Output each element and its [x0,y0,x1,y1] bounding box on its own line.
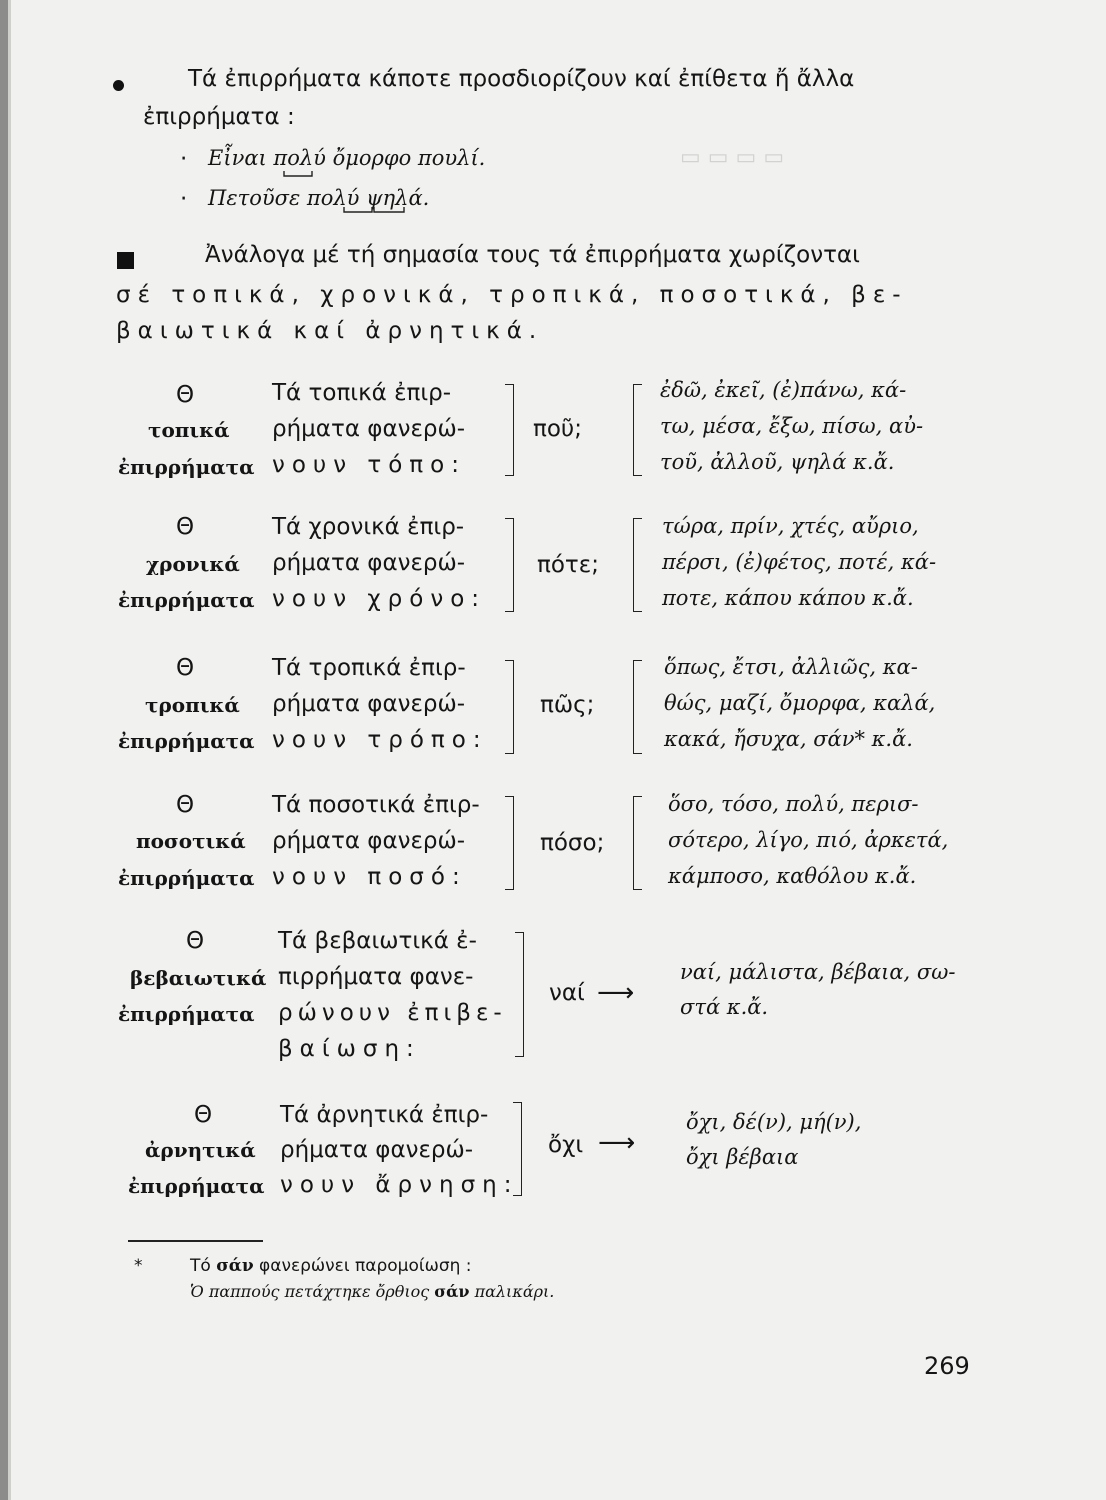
footnote-line-2 [190,1282,554,1301]
category-desc: νουν τρόπο: [272,727,488,753]
page-edge-highlight [8,0,11,1500]
footnote-line-1 [190,1256,472,1276]
category-desc: νουν ποσό: [272,864,467,890]
category-label: ἀρνητικά [145,1138,256,1162]
footnote-example-word: σάν [434,1282,470,1301]
category-example: τώρα, πρίν, χτές, αὔριο, [662,514,919,538]
footnote-word: σάν [216,1256,254,1276]
category-label: χρονικά [146,552,240,576]
right-bracket [505,384,514,476]
category-desc: ρήματα φανερώ- [272,550,466,576]
right-bracket [515,932,524,1057]
category-desc: ρήματα φανερώ- [272,691,466,717]
classification-line-3: βαιωτικά καί ἀρνητικά. [116,318,544,344]
category-example: ναί, μάλιστα, βέβαια, σω- [680,960,956,984]
bullet-dot-icon [113,80,124,91]
category-desc: Τά ποσοτικά ἐπιρ- [272,792,480,818]
intro-line-2: ἐπιρρήματα : [143,104,295,130]
category-example: ὅσο, τόσο, πολύ, περισ- [668,792,919,816]
category-label-sub: ἐπιρρήματα [118,455,255,479]
category-desc: ρήματα φανερώ- [280,1137,474,1163]
category-desc: Τά βεβαιωτικά ἐ- [278,928,477,954]
theta-symbol: Θ [176,382,195,408]
right-bracket [505,660,514,754]
category-desc: βαίωση: [278,1036,421,1062]
category-desc: ρήματα φανερώ- [272,416,466,442]
section-square-icon [117,252,134,269]
category-label: ποσοτικά [136,829,246,853]
right-bracket [513,1102,522,1196]
arrow-right-icon: ⟶ [597,978,635,1008]
category-example: ὅπως, ἔτσι, ἀλλιῶς, κα- [664,655,918,679]
category-label: τοπικά [148,418,230,442]
category-desc: Τά τοπικά ἐπιρ- [272,380,452,406]
category-desc: Τά ἀρνητικά ἐπιρ- [280,1102,489,1128]
category-example: ἐδῶ, ἐκεῖ, (ἐ)πάνω, κά- [660,378,907,402]
footnote-pre: Τό [190,1256,211,1276]
category-example: ὄχι βέβαια [686,1145,799,1169]
right-bracket [505,518,514,612]
theta-symbol: Θ [176,655,195,681]
classification-line-1: Ἀνάλογα μέ τή σημασία τους τά ἐπιρρήματα χωρίζονται [205,242,860,268]
footnote-marker: * [134,1256,143,1276]
category-label: τροπικά [145,693,240,717]
category-example: τω, μέσα, ἔξω, πίσω, αὐ- [660,414,924,438]
category-example: ὄχι, δέ(ν), μή(ν), [686,1110,862,1134]
category-question: πόσο; [540,830,605,856]
left-bracket [633,660,642,754]
category-label-sub: ἐπιρρήματα [128,1174,265,1198]
theta-symbol: Θ [176,514,195,540]
page-number: 269 [924,1352,970,1380]
page-edge [0,0,8,1500]
category-label: βεβαιωτικά [130,966,267,990]
footnote-post: φανερώνει παρομοίωση : [259,1256,472,1276]
category-question: πότε; [537,552,599,578]
category-question: ναί [549,980,585,1006]
show-through-text: ▭ ▭ ▭ ▭ [680,145,785,170]
footnote-example-pre: Ὁ παππούς πετάχτηκε ὄρθιος [190,1282,430,1301]
left-bracket [633,518,642,612]
category-example: θώς, μαζί, ὄμορφα, καλά, [664,691,936,715]
left-bracket [633,796,642,890]
example-bullet: · [180,146,188,172]
category-desc: ρήματα φανερώ- [272,828,466,854]
category-example: κακά, ἤσυχα, σάν* κ.ἄ. [664,727,913,751]
category-desc: νουν ἄρνηση: [280,1172,519,1198]
left-bracket [633,384,642,476]
category-label-sub: ἐπιρρήματα [118,866,255,890]
classification-line-2: σέ τοπικά, χρονικά, τροπικά, ποσοτικά, βε- [116,282,908,308]
category-label-sub: ἐπιρρήματα [118,1002,255,1026]
category-desc: Τά τροπικά ἐπιρ- [272,655,466,681]
theta-symbol: Θ [186,928,205,954]
category-example: σότερο, λίγο, πιό, ἀρκετά, [668,828,949,852]
category-label-sub: ἐπιρρήματα [118,729,255,753]
category-example: τοῦ, ἀλλοῦ, ψηλά κ.ἄ. [660,450,895,474]
category-desc: πιρρήματα φανε- [278,964,474,990]
category-desc-text: ρώνουν ἐπιβε- [278,1000,507,1026]
category-example: ποτε, κάπου κάπου κ.ἄ. [662,586,914,610]
category-desc: νουν χρόνο: [272,586,487,612]
category-example: κάμποσο, καθόλου κ.ἄ. [668,864,917,888]
category-desc: νουν τόπο: [272,452,466,478]
category-question: ὄχι [548,1132,584,1158]
theta-symbol: Θ [194,1102,213,1128]
category-label-sub: ἐπιρρήματα [118,588,255,612]
example-sentence-2-text: Πετοῦσε πολύ ψηλά. [208,186,430,210]
category-example: στά κ.ἄ. [680,995,769,1019]
footnote-rule [128,1240,263,1242]
example-sentence-1 [208,146,485,170]
category-desc: Τά χρονικά ἐπιρ- [272,514,465,540]
category-example: πέρσι, (ἐ)φέτος, ποτέ, κά- [662,550,937,574]
arrow-right-icon: ⟶ [598,1128,636,1158]
category-question: πῶς; [540,692,595,718]
category-desc-spaced [278,1000,507,1026]
theta-symbol: Θ [176,792,195,818]
example-sentence-1-text: Εἶναι πολύ ὄμορφο πουλί. [208,146,486,170]
category-question: ποῦ; [533,416,582,442]
footnote-example-post: παλικάρι. [474,1282,555,1301]
right-bracket [505,796,514,890]
intro-line-1: Τά ἐπιρρήματα κάποτε προσδιορίζουν καί ἐπίθετα ἤ ἄλλα [188,66,855,92]
underline-marks [282,170,462,220]
example-bullet: · [180,186,188,212]
